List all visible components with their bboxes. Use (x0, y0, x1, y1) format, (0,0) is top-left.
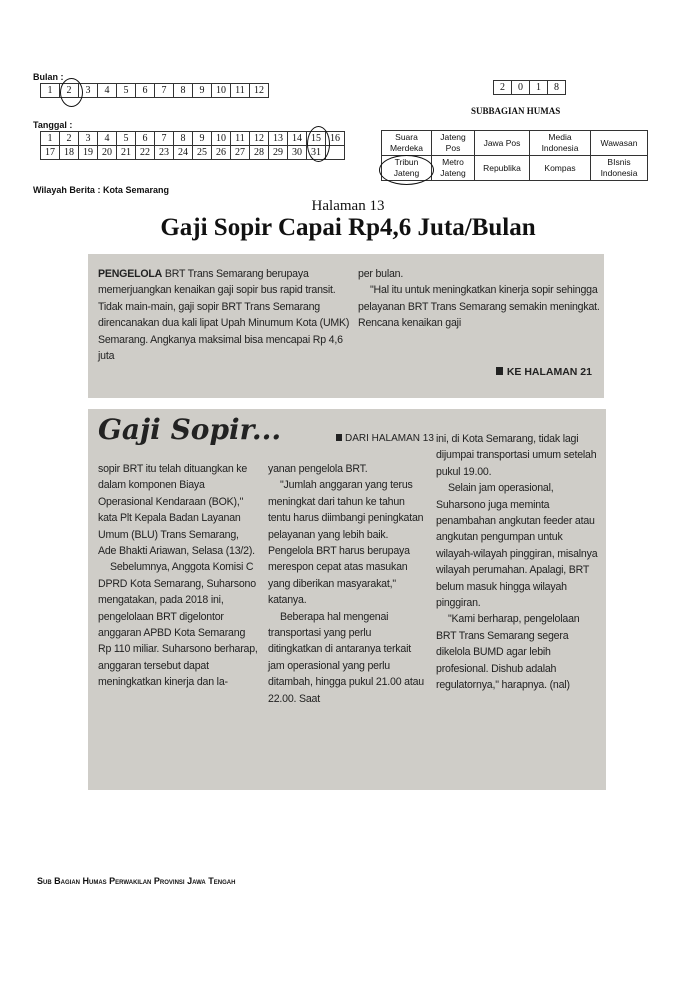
day-cell: 18 (60, 146, 79, 160)
year-grid (493, 80, 566, 95)
day-cell: 13 (269, 132, 288, 146)
footer-text: Sub Bagian Humas Perwakilan Provinsi Jawa Tengah (37, 876, 236, 886)
month-cell: 4 (98, 84, 117, 98)
clip1-col2 (358, 266, 602, 332)
clip1-jump (496, 366, 592, 378)
clip1-col2-line1: per bulan. (358, 268, 404, 280)
day-grid (40, 131, 345, 160)
clip2-col3-p1: ini, di Kota Semarang, tidak lagi dijumpai transportasi umum setelah pukul 19.00. (436, 433, 597, 478)
day-cell: 19 (79, 146, 98, 160)
bulan-label: Bulan : (33, 72, 64, 82)
media-cell: Metro Jateng (432, 156, 475, 181)
day-cell: 15 (307, 132, 326, 146)
selected-media-circle (379, 155, 434, 185)
wilayah-label: Wilayah Berita : Kota Semarang (33, 185, 169, 195)
news-clip-continuation (88, 409, 606, 790)
month-cell: 12 (250, 84, 269, 98)
article-title: Gaji Sopir Capai Rp4,6 Juta/Bulan (160, 214, 536, 241)
day-cell: 11 (231, 132, 250, 146)
month-cell: 1 (41, 84, 60, 98)
clip2-col1 (98, 461, 258, 691)
news-clip-front (88, 254, 604, 398)
media-cell: Tribun Jateng (382, 156, 432, 181)
clip2-col3-p3: "Kami berharap, pengelolaan BRT Trans Semarang segera dikelola BUMD agar lebih profesional. Dishub adalah regulatornya," harapnya. (nal) (436, 613, 580, 692)
media-cell: Suara Merdeka (382, 131, 432, 156)
day-cell: 8 (174, 132, 193, 146)
clip2-heading: Gaji Sopir... (98, 413, 282, 446)
day-cell: 26 (212, 146, 231, 160)
clip2-col1-p1: sopir BRT itu telah dituangkan ke dalam komponen Biaya Operasional Kendaraan (BOK)," kata Plt Kepala Badan Layanan Umum (BLU) Trans Semarang, Ade Bhakti Ariawan, Selasa (13/2). (98, 463, 255, 558)
month-cell: 9 (193, 84, 212, 98)
month-cell: 5 (117, 84, 136, 98)
clip1-col1 (98, 266, 360, 364)
clip2-from (336, 433, 434, 444)
day-cell: 28 (250, 146, 269, 160)
day-cell: 20 (98, 146, 117, 160)
day-cell: 29 (269, 146, 288, 160)
day-cell: 23 (155, 146, 174, 160)
clip2-from-label: DARI HALAMAN 13 (345, 433, 434, 444)
clip2-col2 (268, 461, 428, 707)
month-cell: 11 (231, 84, 250, 98)
subbagian-label: SUBBAGIAN HUMAS (471, 106, 561, 116)
day-cell: 1 (41, 132, 60, 146)
clip1-col1-text: BRT Trans Semarang berupaya memerjuangkan kenaikan gaji sopir bus rapid transit. Tidak main-main, gaji sopir BRT Trans Semarang direncanakan dua kali lipat Upah Minumum Kota (UMK) Semarang. Angkanya maksimal bisa mencapai Rp 4,6 juta (98, 268, 350, 363)
clip1-jump-label: KE HALAMAN 21 (506, 366, 592, 378)
day-cell: 27 (231, 146, 250, 160)
year-digit-cell: 2 (494, 81, 512, 95)
month-cell: 2 (60, 84, 79, 98)
page-number: Halaman 13 (311, 198, 385, 214)
clip1-col2-text: "Hal itu untuk meningkatkan kinerja sopir sehingga pelayanan BRT Trans Semarang semakin meningkat. Rencana kenaikan gaji (358, 284, 600, 330)
year-digit-cell: 1 (530, 81, 548, 95)
day-cell: 2 (60, 132, 79, 146)
day-cell: 6 (136, 132, 155, 146)
clip2-col2-p2: "Jumlah anggaran yang terus meningkat dari tahun ke tahun tentu harus diimbangi peningkatan pelayanan yang lebih baik. Pengelola BRT harus berupaya merespon cepat atas masukan yang diberikan masyarakat," katanya. (268, 479, 424, 607)
day-cell: 16 (326, 132, 345, 146)
day-cell: 9 (193, 132, 212, 146)
year-digit-cell: 8 (548, 81, 566, 95)
day-cell: 25 (193, 146, 212, 160)
from-square-icon (336, 434, 342, 441)
day-cell: 22 (136, 146, 155, 160)
clip2-col1-p2: Sebelumnya, Anggota Komisi C DPRD Kota Semarang, Suharsono mengatakan, pada 2018 ini, pengelolaan BRT digelontor anggaran APBD Kota Semarang Rp 110 miliar. Suharsono berharap, anggaran tersebut dapat meningkatkan kinerja dan la- (98, 561, 258, 689)
selected-day-circle (307, 126, 330, 162)
media-cell: Jawa Pos (475, 131, 530, 156)
media-cell: BIsnis Indonesia (591, 156, 648, 181)
month-cell: 8 (174, 84, 193, 98)
day-cell: 4 (98, 132, 117, 146)
month-cell: 6 (136, 84, 155, 98)
clip2-col3 (436, 431, 598, 694)
day-cell: 31 (307, 146, 326, 160)
day-cell: 12 (250, 132, 269, 146)
tanggal-label: Tanggal : (33, 120, 73, 130)
clip1-lead: PENGELOLA (98, 268, 163, 280)
day-cell: 21 (117, 146, 136, 160)
day-cell: 30 (288, 146, 307, 160)
month-cell: 10 (212, 84, 231, 98)
selected-month-circle (60, 78, 83, 107)
month-cell: 7 (155, 84, 174, 98)
day-cell: 17 (41, 146, 60, 160)
clip2-col3-p2: Selain jam operasional, Suharsono juga meminta penambahan angkutan feeder atau angkutan pengumpan untuk wilayah-wilayah pinggiran, misalnya wilayah perumahan. Apalagi, BRT belum masuk hingga wilayah pinggiran. (436, 482, 598, 610)
month-cell: 3 (79, 84, 98, 98)
day-cell: 24 (174, 146, 193, 160)
jump-square-icon (496, 367, 503, 375)
day-cell: 14 (288, 132, 307, 146)
media-cell: Jateng Pos (432, 131, 475, 156)
day-cell: 3 (79, 132, 98, 146)
clip2-col2-p1: yanan pengelola BRT. (268, 463, 368, 475)
clip2-col2-p3: Beberapa hal mengenai transportasi yang perlu ditingkatkan di antaranya terkait jam operasional yang perlu ditambah, hingga pukul 21.00 atau 22.00. Saat (268, 610, 424, 705)
media-cell: Wawasan (591, 131, 648, 156)
media-cell: Media Indonesia (530, 131, 591, 156)
day-cell: 10 (212, 132, 231, 146)
day-cell: 7 (155, 132, 174, 146)
media-cell: Republika (475, 156, 530, 181)
day-cell: 5 (117, 132, 136, 146)
media-cell: Kompas (530, 156, 591, 181)
year-digit-cell: 0 (512, 81, 530, 95)
